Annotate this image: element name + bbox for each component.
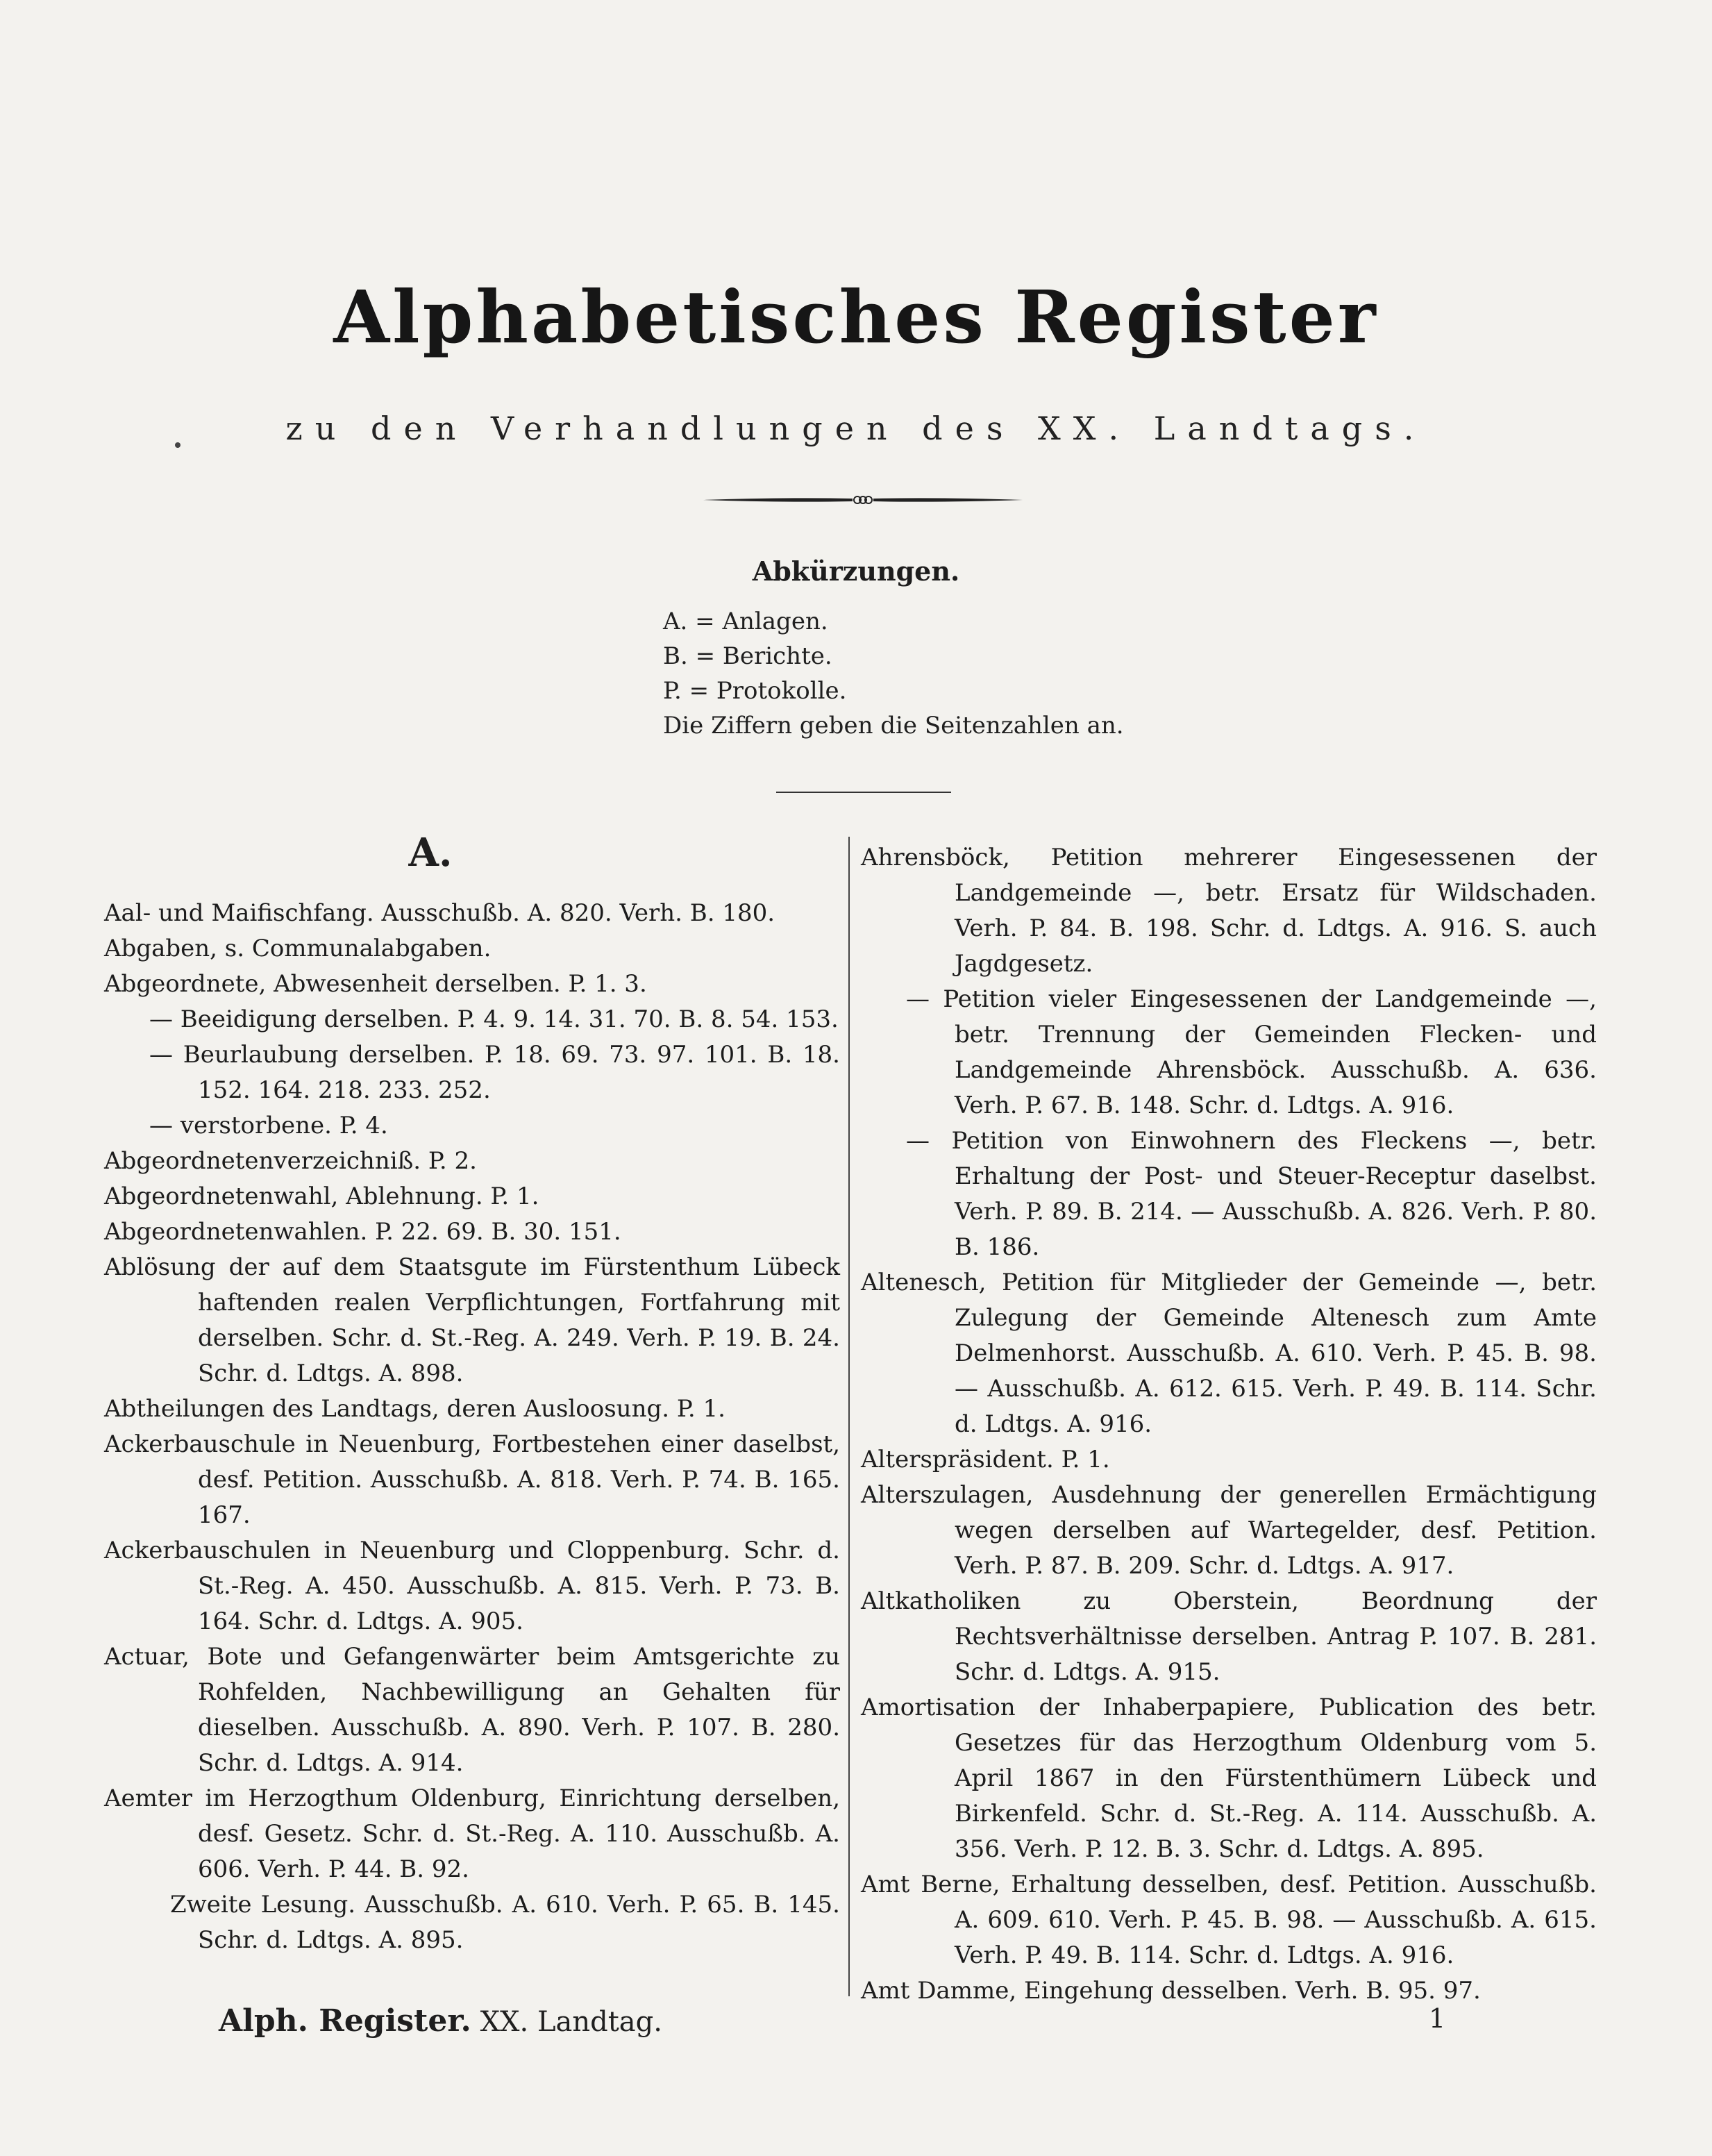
register-entry: Amt Damme, Eingehung desselben. Verh. B. 95. 97. <box>861 1977 1481 2005</box>
register-entry: Aal- und Maifischfang. Ausschußb. A. 820. Verh. B. 180. <box>104 899 775 927</box>
register-entry: Abgaben, s. Communalabgaben. <box>104 935 492 962</box>
ornament-divider-icon <box>703 490 1023 510</box>
register-entry: Ablösung der auf dem Staatsgute im Fürstenthum Lübeck haftenden realen Verpflichtungen, Fortfahrung mit derselben. Schr. d. St.-Reg. A. 249. Verh. P. 19. B. 24. Schr. d. Ldtgs. A. 898. <box>104 1253 840 1387</box>
register-entry: Ackerbauschule in Neuenburg, Fortbestehen einer daselbst, desf. Petition. Ausschußb. A. 818. Verh. P. 74. B. 165. 167. <box>104 1430 840 1529</box>
register-column-left <box>104 896 840 1958</box>
footer-register-label <box>219 2003 662 2039</box>
register-entry: — Petition von Einwohnern des Fleckens —, betr. Erhaltung der Post- und Steuer-Receptur daselbst. Verh. P. 89. B. 214. — Ausschußb. A. 826. Verh. P. 80. B. 186. <box>906 1127 1597 1261</box>
page-subtitle: zu den Verhandlungen des XX. Landtags. <box>285 410 1427 447</box>
register-entry: Alterszulagen, Ausdehnung der generellen Ermächtigung wegen derselben auf Wartegelder, desf. Petition. Verh. P. 87. B. 209. Schr. d. Ldtgs. A. 917. <box>861 1481 1597 1580</box>
register-entry: Ackerbauschulen in Neuenburg und Cloppenburg. Schr. d. St.-Reg. A. 450. Ausschußb. A. 815. Verh. P. 73. B. 164. Schr. d. Ldtgs. A. 905. <box>104 1537 840 1635</box>
register-entry: — verstorbene. P. 4. <box>149 1112 388 1139</box>
page-title: Alphabetisches Register <box>333 274 1379 360</box>
register-entry: Abgeordnetenwahlen. P. 22. 69. B. 30. 151. <box>104 1218 621 1246</box>
register-entry: Altenesch, Petition für Mitglieder der Gemeinde —, betr. Zulegung der Gemeinde Altenesch zum Amte Delmenhorst. Ausschußb. A. 610. Verh. P. 45. B. 98. — Ausschußb. A. 612. 615. Verh. P. 49. B. 114. Schr. d. Ldtgs. A. 916. <box>861 1269 1597 1438</box>
abbreviation-note: Die Ziffern geben die Seitenzahlen an. <box>663 712 1124 739</box>
register-entry: Amt Berne, Erhaltung desselben, desf. Petition. Ausschußb. A. 609. 610. Verh. P. 45. B. 98. — Ausschußb. A. 615. Verh. P. 49. B. 114. Schr. d. Ldtgs. A. 916. <box>861 1871 1597 1969</box>
register-entry: Abgeordnetenwahl, Ablehnung. P. 1. <box>104 1183 539 1210</box>
page-number: 1 <box>1429 2003 1446 2034</box>
section-rule <box>776 792 951 793</box>
abbreviations-list <box>663 604 1218 743</box>
register-entry: — Petition vieler Eingesessenen der Landgemeinde —, betr. Trennung der Gemeinden Flecken- und Landgemeinde Ahrensböck. Ausschußb. A. 636. Verh. P. 67. B. 148. Schr. d. Ldtgs. A. 916. <box>906 985 1597 1119</box>
register-entry: Alterspräsident. P. 1. <box>861 1446 1110 1473</box>
abbreviation-item: P. = Protokolle. <box>663 677 847 705</box>
footer-landtag-label: XX. Landtag. <box>480 2006 662 2038</box>
register-entry: Abtheilungen des Landtags, deren Ausloosung. P. 1. <box>104 1395 725 1423</box>
register-entry: Abgeordnetenverzeichniß. P. 2. <box>104 1147 477 1175</box>
footer-register-title: Alph. Register. <box>219 2003 471 2039</box>
abbreviation-item: A. = Anlagen. <box>663 608 828 635</box>
section-letter: A. <box>408 830 453 876</box>
column-divider <box>848 837 850 1996</box>
register-entry: Aemter im Herzogthum Oldenburg, Einrichtung derselben, desf. Gesetz. Schr. d. St.-Reg. A. 110. Ausschußb. A. 606. Verh. P. 44. B. 92. <box>104 1785 840 1883</box>
abbreviations-heading: Abkürzungen. <box>752 555 960 587</box>
register-entry: Abgeordnete, Abwesenheit derselben. P. 1. 3. <box>104 970 647 998</box>
register-entry: Amortisation der Inhaberpapiere, Publication des betr. Gesetzes für das Herzogthum Oldenburg vom 5. April 1867 in den Fürstenthümern Lübeck und Birkenfeld. Schr. d. St.-Reg. A. 114. Ausschußb. A. 356. Verh. P. 12. B. 3. Schr. d. Ldtgs. A. 895. <box>861 1694 1597 1863</box>
register-entry: — Beeidigung derselben. P. 4. 9. 14. 31. 70. B. 8. 54. 153. <box>149 1005 839 1033</box>
register-column-right <box>861 840 1597 2009</box>
register-entry: Ahrensböck, Petition mehrerer Eingesessenen der Landgemeinde —, betr. Ersatz für Wildschaden. Verh. P. 84. B. 198. Schr. d. Ldtgs. A. 916. S. auch Jagdgesetz. <box>861 844 1597 978</box>
register-entry: Actuar, Bote und Gefangenwärter beim Amtsgerichte zu Rohfelden, Nachbewilligung an Gehalten für dieselben. Ausschußb. A. 890. Verh. P. 107. B. 280. Schr. d. Ldtgs. A. 914. <box>104 1643 840 1777</box>
register-entry: Zweite Lesung. Ausschußb. A. 610. Verh. P. 65. B. 145. Schr. d. Ldtgs. A. 895. <box>170 1891 840 1954</box>
abbreviation-item: B. = Berichte. <box>663 642 832 670</box>
register-entry: Altkatholiken zu Oberstein, Beordnung der Rechtsverhältnisse derselben. Antrag P. 107. B. 281. Schr. d. Ldtgs. A. 915. <box>861 1587 1597 1686</box>
register-entry: — Beurlaubung derselben. P. 18. 69. 73. 97. 101. B. 18. 152. 164. 218. 233. 252. <box>149 1041 840 1104</box>
